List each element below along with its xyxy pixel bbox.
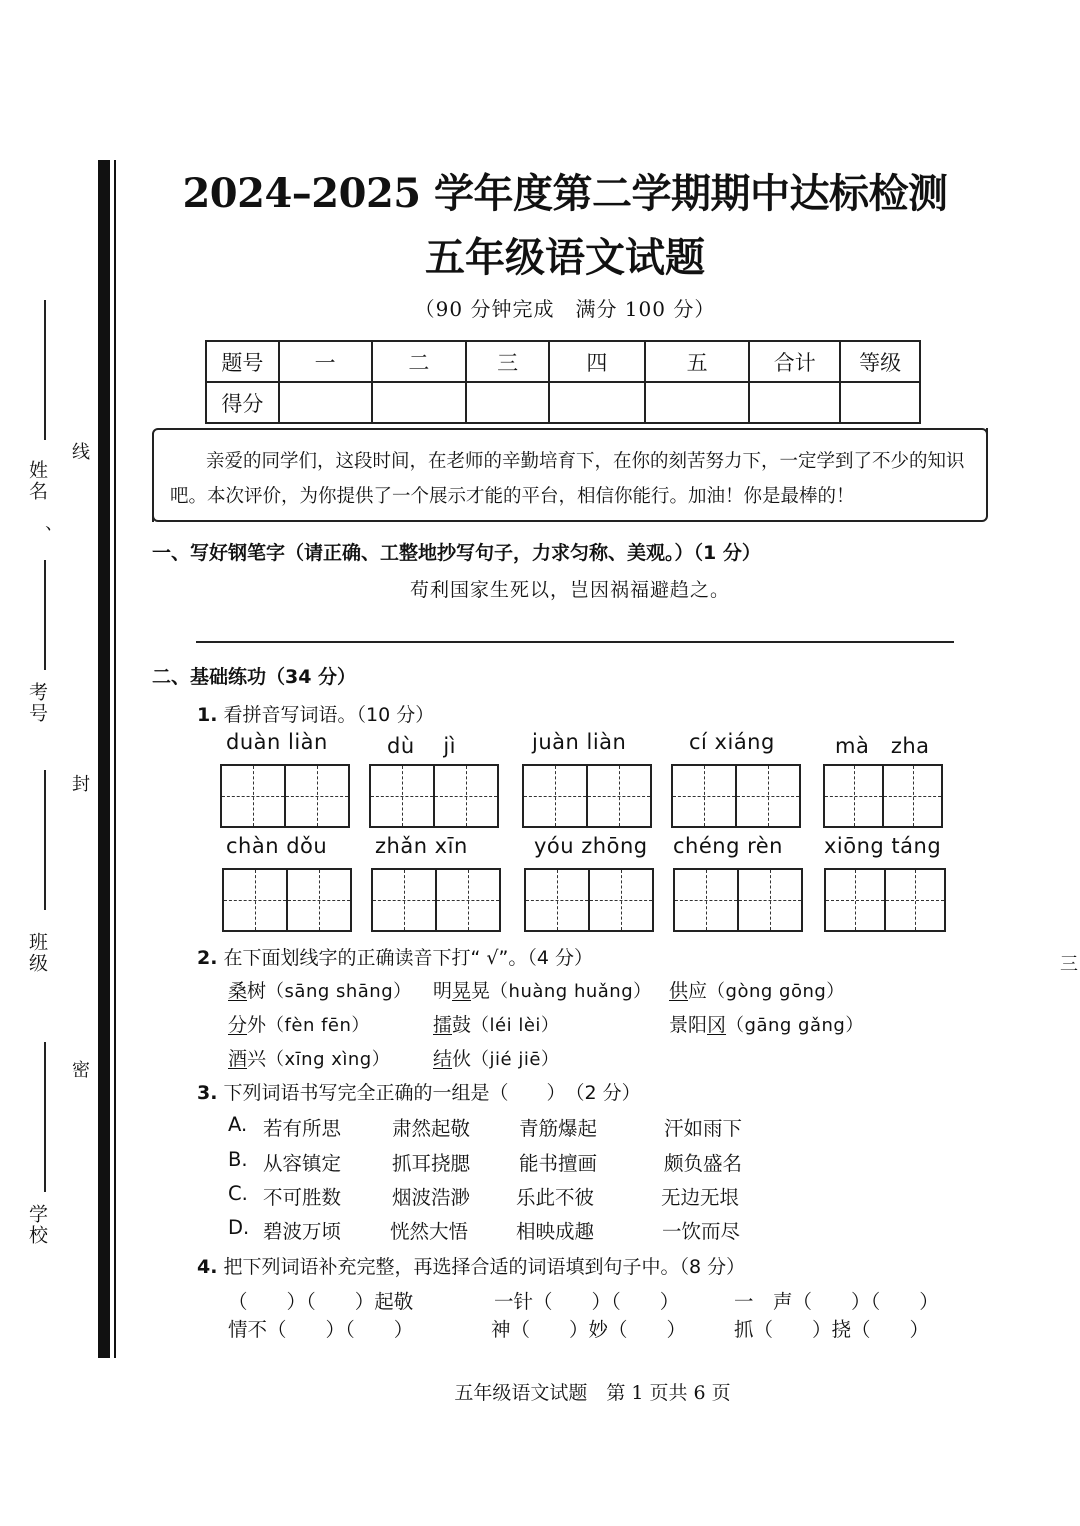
score-table-header-cell: 二 xyxy=(372,341,467,382)
option-word: 乐此不彼 xyxy=(516,1186,595,1209)
idiom-blank[interactable]: 神（ ）妙（ ） xyxy=(491,1318,687,1341)
option-word: 无边无垠 xyxy=(661,1186,740,1209)
score-row-label: 得分 xyxy=(206,382,279,423)
id-label: 考号 xyxy=(26,682,48,724)
option-word: 烟波浩渺 xyxy=(392,1186,471,1209)
option-a-label[interactable]: A. xyxy=(228,1113,248,1136)
score-cell[interactable] xyxy=(372,382,467,423)
option-word: 能书擅画 xyxy=(519,1152,598,1175)
pinyin-item xyxy=(522,730,656,828)
pinyin-item xyxy=(222,834,356,932)
binding-bar xyxy=(98,160,110,1358)
score-table-header-cell: 合计 xyxy=(749,341,840,382)
score-cell[interactable] xyxy=(279,382,372,423)
reading-item[interactable]: 景阳冈（gāng gǎng） xyxy=(669,1014,864,1036)
score-table xyxy=(205,340,921,424)
q2-number: 2. xyxy=(197,947,218,969)
writing-grid[interactable] xyxy=(673,868,803,932)
binding-bar-thin xyxy=(114,160,116,1358)
cut-mark-seal: 封 xyxy=(69,774,90,792)
q3-number: 3. xyxy=(197,1082,218,1104)
option-word: 肃然起敬 xyxy=(392,1117,471,1140)
pinyin-item xyxy=(673,834,807,932)
pinyin-item xyxy=(369,730,503,828)
idiom-blank[interactable]: 抓（ ）挠（ ） xyxy=(734,1318,930,1341)
copy-sentence: 苟利国家生死以，岂因祸福避趋之。 xyxy=(409,579,730,601)
score-table-header-cell: 五 xyxy=(645,341,750,382)
writing-grid[interactable] xyxy=(220,764,350,828)
idiom-blank[interactable]: （ ）（ ）起敬 xyxy=(228,1290,414,1313)
separator-mark: 、 xyxy=(30,525,52,546)
pinyin-item xyxy=(371,834,505,932)
pinyin-text: mà zha xyxy=(835,734,930,758)
pinyin-item xyxy=(823,730,957,828)
banner-text: 亲爱的同学们，这段时间，在老师的辛勤培育下，在你的刻苦努力下，一定学到了不少的知识吧。本次评价，为你提供了一个展示才能的平台，相信你能行。加油！你是最棒的！ xyxy=(170,451,965,507)
pinyin-item xyxy=(671,730,805,828)
option-word: 青筋爆起 xyxy=(519,1117,598,1140)
score-table-score-row xyxy=(206,382,920,423)
score-table-header-cell: 一 xyxy=(279,341,372,382)
pinyin-text: duàn liàn xyxy=(226,730,328,754)
score-cell[interactable] xyxy=(840,382,920,423)
section-2-heading: 二、基础练功（34 分） xyxy=(152,666,357,688)
reading-item[interactable]: 分外（fèn fēn） xyxy=(228,1014,370,1036)
q1-heading xyxy=(197,700,434,727)
pinyin-text: cí xiáng xyxy=(689,730,775,754)
class-line xyxy=(44,770,46,910)
pinyin-text: dù jì xyxy=(387,734,456,758)
q1-text: 看拼音写词语。（10 分） xyxy=(223,704,435,726)
option-word: 从容镇定 xyxy=(263,1152,342,1175)
exam-title: 2024–2025 学年度第二学期期中达标检测 xyxy=(182,170,948,217)
writing-grid[interactable] xyxy=(671,764,801,828)
q4-number: 4. xyxy=(197,1256,218,1278)
option-d-label[interactable]: D. xyxy=(228,1216,250,1239)
pinyin-text: xiōng táng xyxy=(824,834,942,858)
school-label: 学校 xyxy=(26,1204,48,1246)
school-line xyxy=(44,1042,46,1192)
copy-writing-line[interactable] xyxy=(196,641,954,643)
reading-item[interactable]: 酒兴（xīng xìng） xyxy=(228,1048,391,1070)
score-cell[interactable] xyxy=(645,382,750,423)
exam-time-note: （90 分钟完成 满分 100 分） xyxy=(414,297,716,321)
name-label: 姓名 xyxy=(26,460,48,502)
option-word: 抓耳挠腮 xyxy=(392,1152,471,1175)
pinyin-text: chàn dǒu xyxy=(226,834,328,858)
option-word: 相映成趣 xyxy=(516,1220,595,1243)
pinyin-text: chéng rèn xyxy=(673,834,783,858)
q4-heading xyxy=(197,1252,745,1279)
score-table-header-cell: 题号 xyxy=(206,341,279,382)
pinyin-text: juàn liàn xyxy=(532,730,627,754)
score-table-header-cell: 四 xyxy=(549,341,645,382)
page-footer: 五年级语文试题 第 1 页共 6 页 xyxy=(454,1382,731,1404)
q2-text: 在下面划线字的正确读音下打“ √”。（4 分） xyxy=(223,947,593,969)
reading-item[interactable]: 结伙（jié jiē） xyxy=(433,1048,560,1070)
writing-grid[interactable] xyxy=(522,764,652,828)
encouragement-banner xyxy=(152,428,988,522)
score-table-header-cell: 三 xyxy=(466,341,549,382)
option-word: 颇负盛名 xyxy=(664,1152,743,1175)
section-1-heading: 一、写好钢笔字（请正确、工整地抄写句子，力求匀称、美观。）（1 分） xyxy=(152,542,761,564)
pinyin-text: zhǎn xīn xyxy=(375,834,468,858)
reading-item[interactable]: 擂鼓（léi lèi） xyxy=(433,1014,560,1036)
q3-heading xyxy=(197,1078,641,1105)
score-table-header-row xyxy=(206,341,920,382)
score-cell[interactable] xyxy=(549,382,645,423)
cut-mark-close: 密 xyxy=(69,1060,90,1078)
q3-text: 下列词语书写完全正确的一组是（ ） （2 分） xyxy=(223,1082,641,1104)
option-word: 碧波万顷 xyxy=(263,1220,342,1243)
writing-grid[interactable] xyxy=(823,764,943,828)
option-b-label[interactable]: B. xyxy=(228,1148,248,1171)
cut-mark-line: 线 xyxy=(69,442,90,460)
option-word: 汗如雨下 xyxy=(664,1117,743,1140)
option-word: 一饮而尽 xyxy=(662,1220,741,1243)
option-c-label[interactable]: C. xyxy=(228,1182,248,1205)
idiom-blank[interactable]: 情不（ ）（ ） xyxy=(228,1318,414,1341)
option-word: 恍然大悟 xyxy=(390,1220,469,1243)
writing-grid[interactable] xyxy=(369,764,499,828)
pinyin-item xyxy=(220,730,354,828)
page-side-mark: 三 xyxy=(1060,954,1078,975)
pinyin-text: yóu zhōng xyxy=(534,834,648,858)
option-word: 若有所思 xyxy=(263,1117,342,1140)
idiom-blank[interactable]: 一 声（ ）（ ） xyxy=(734,1290,939,1313)
option-word: 不可胜数 xyxy=(263,1186,342,1209)
score-table-header-cell: 等级 xyxy=(840,341,920,382)
writing-grid[interactable] xyxy=(524,868,654,932)
q2-heading xyxy=(197,943,593,970)
writing-grid[interactable] xyxy=(824,868,946,932)
reading-item[interactable]: 供应（gòng gōng） xyxy=(669,980,845,1002)
writing-grid[interactable] xyxy=(371,868,501,932)
pinyin-item xyxy=(524,834,658,932)
reading-item[interactable]: 明晃晃（huàng huǎng） xyxy=(433,980,652,1002)
writing-grid[interactable] xyxy=(222,868,352,932)
score-cell[interactable] xyxy=(749,382,840,423)
q4-text: 把下列词语补充完整，再选择合适的词语填到句子中。（8 分） xyxy=(223,1256,746,1278)
class-label: 班级 xyxy=(26,932,48,974)
score-cell[interactable] xyxy=(466,382,549,423)
reading-item[interactable]: 桑树（sāng shāng） xyxy=(228,980,412,1002)
q1-number: 1. xyxy=(197,704,218,726)
exam-subtitle: 五年级语文试题 xyxy=(425,234,705,281)
idiom-blank[interactable]: 一针（ ）（ ） xyxy=(494,1290,680,1313)
pinyin-item xyxy=(824,834,958,932)
